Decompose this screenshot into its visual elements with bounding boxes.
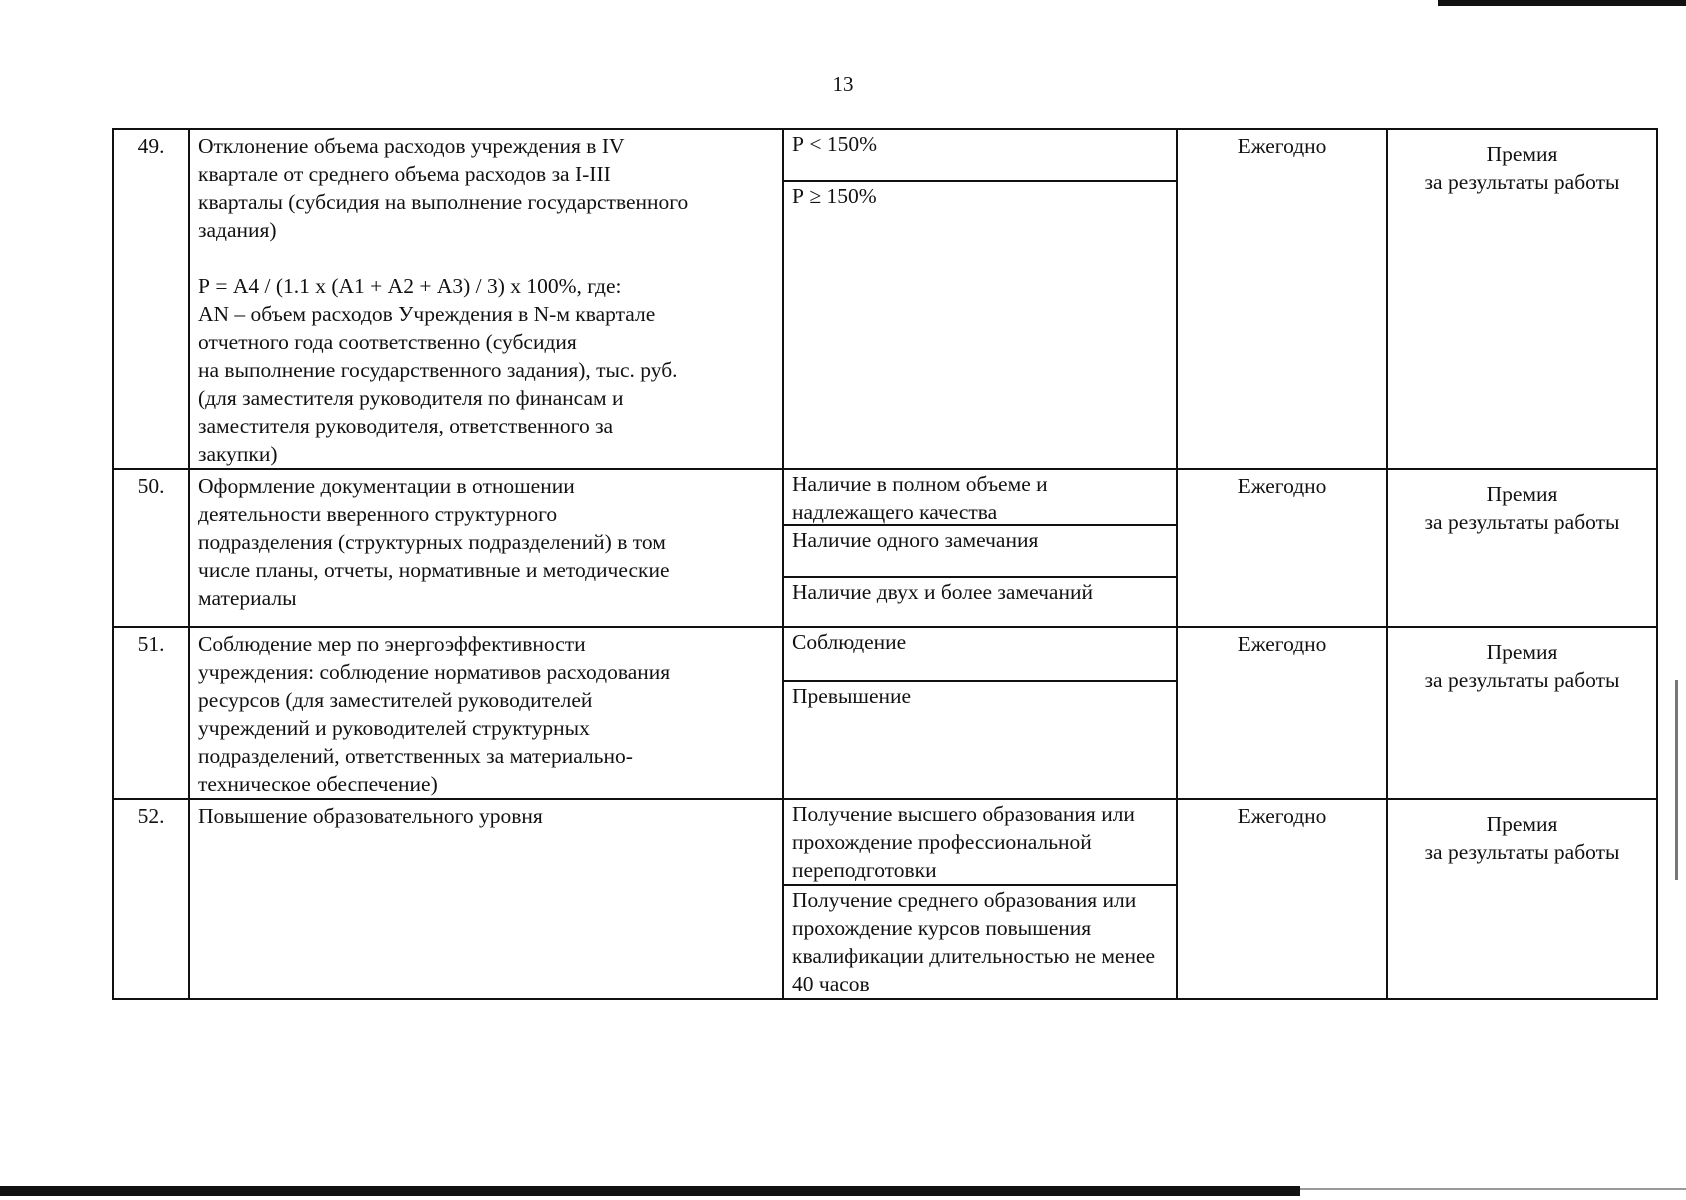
indicator-cell: [189, 129, 783, 469]
bonus-title: Премия: [1486, 142, 1558, 166]
bonus-title: Премия: [1486, 640, 1558, 664]
criteria-cell: [783, 799, 1177, 999]
row-number: 50.: [113, 469, 189, 627]
bonus-title: Премия: [1486, 812, 1558, 836]
row-number: 51.: [113, 627, 189, 799]
scan-top-rule: [1438, 0, 1686, 6]
bonus-cell: [1387, 799, 1657, 999]
indicator-cell: Соблюдение мер по энергоэффективности учреждения: соблюдение нормативов расходования ресурсов (для заместителей руководителей учреждений и руководителей структурных подразделений, ответственных за материально- техническое обеспечение): [189, 627, 783, 799]
bonus-subtitle: за результаты работы: [1424, 170, 1620, 194]
bonus-subtitle: за результаты работы: [1424, 668, 1620, 692]
table-row: [113, 469, 1657, 627]
table-row: [113, 627, 1657, 799]
bonus-title: Премия: [1486, 482, 1558, 506]
indicator-text: Отклонение объема расходов учреждения в IV квартале от среднего объема расходов за I-III кварталы (субсидия на выполнение государственного задания): [198, 134, 689, 242]
bonus-subtitle: за результаты работы: [1424, 510, 1620, 534]
criterion-item: Наличие одного замечания: [784, 526, 1176, 578]
bonus-cell: [1387, 627, 1657, 799]
table-row: [113, 799, 1657, 999]
formula-text: Р = А4 / (1.1 х (А1 + А2 + А3) / 3) х 100%, где: AN – объем расходов Учреждения в N-м квартале отчетного года соответственно (субсидия на выполнение государственного задания), тыс. руб. (для заместителя руководителя по финансам и заместителя руководителя, ответственного за закупки): [198, 274, 678, 466]
indicator-cell: Оформление документации в отношении деятельности вверенного структурного подразделения (структурных подразделений) в том числе планы, отчеты, нормативные и методические материалы: [189, 469, 783, 627]
criterion-item: Наличие двух и более замечаний: [792, 580, 1093, 604]
bonus-subtitle: за результаты работы: [1424, 840, 1620, 864]
criterion-item: Соблюдение: [784, 628, 1176, 682]
row-number: 49.: [113, 129, 189, 469]
periodicity: Ежегодно: [1177, 469, 1387, 627]
row-number: 52.: [113, 799, 189, 999]
criterion-item: Р < 150%: [784, 130, 1176, 182]
bonus-cell: [1387, 469, 1657, 627]
scan-right-edge-mark: [1675, 680, 1678, 880]
criterion-item: Превышение: [792, 684, 912, 708]
periodicity: Ежегодно: [1177, 799, 1387, 999]
periodicity: Ежегодно: [1177, 627, 1387, 799]
criteria-table: [112, 128, 1658, 1000]
criteria-cell: [783, 469, 1177, 627]
scan-bottom-rule-thin: [1300, 1188, 1686, 1190]
criterion-item: Наличие в полном объеме и надлежащего качества: [784, 470, 1176, 526]
criterion-item: Р ≥ 150%: [792, 184, 877, 208]
criteria-cell: [783, 627, 1177, 799]
indicator-cell: Повышение образовательного уровня: [189, 799, 783, 999]
criterion-item: Получение высшего образования или прохождение профессиональной переподготовки: [784, 800, 1176, 886]
bonus-cell: [1387, 129, 1657, 469]
periodicity: Ежегодно: [1177, 129, 1387, 469]
page-number: 13: [832, 72, 854, 96]
scan-bottom-rule: [0, 1186, 1300, 1196]
criteria-cell: [783, 129, 1177, 469]
criterion-item: Получение среднего образования или прохождение курсов повышения квалификации длительностью не менее 40 часов: [792, 888, 1156, 996]
table-row: [113, 129, 1657, 469]
